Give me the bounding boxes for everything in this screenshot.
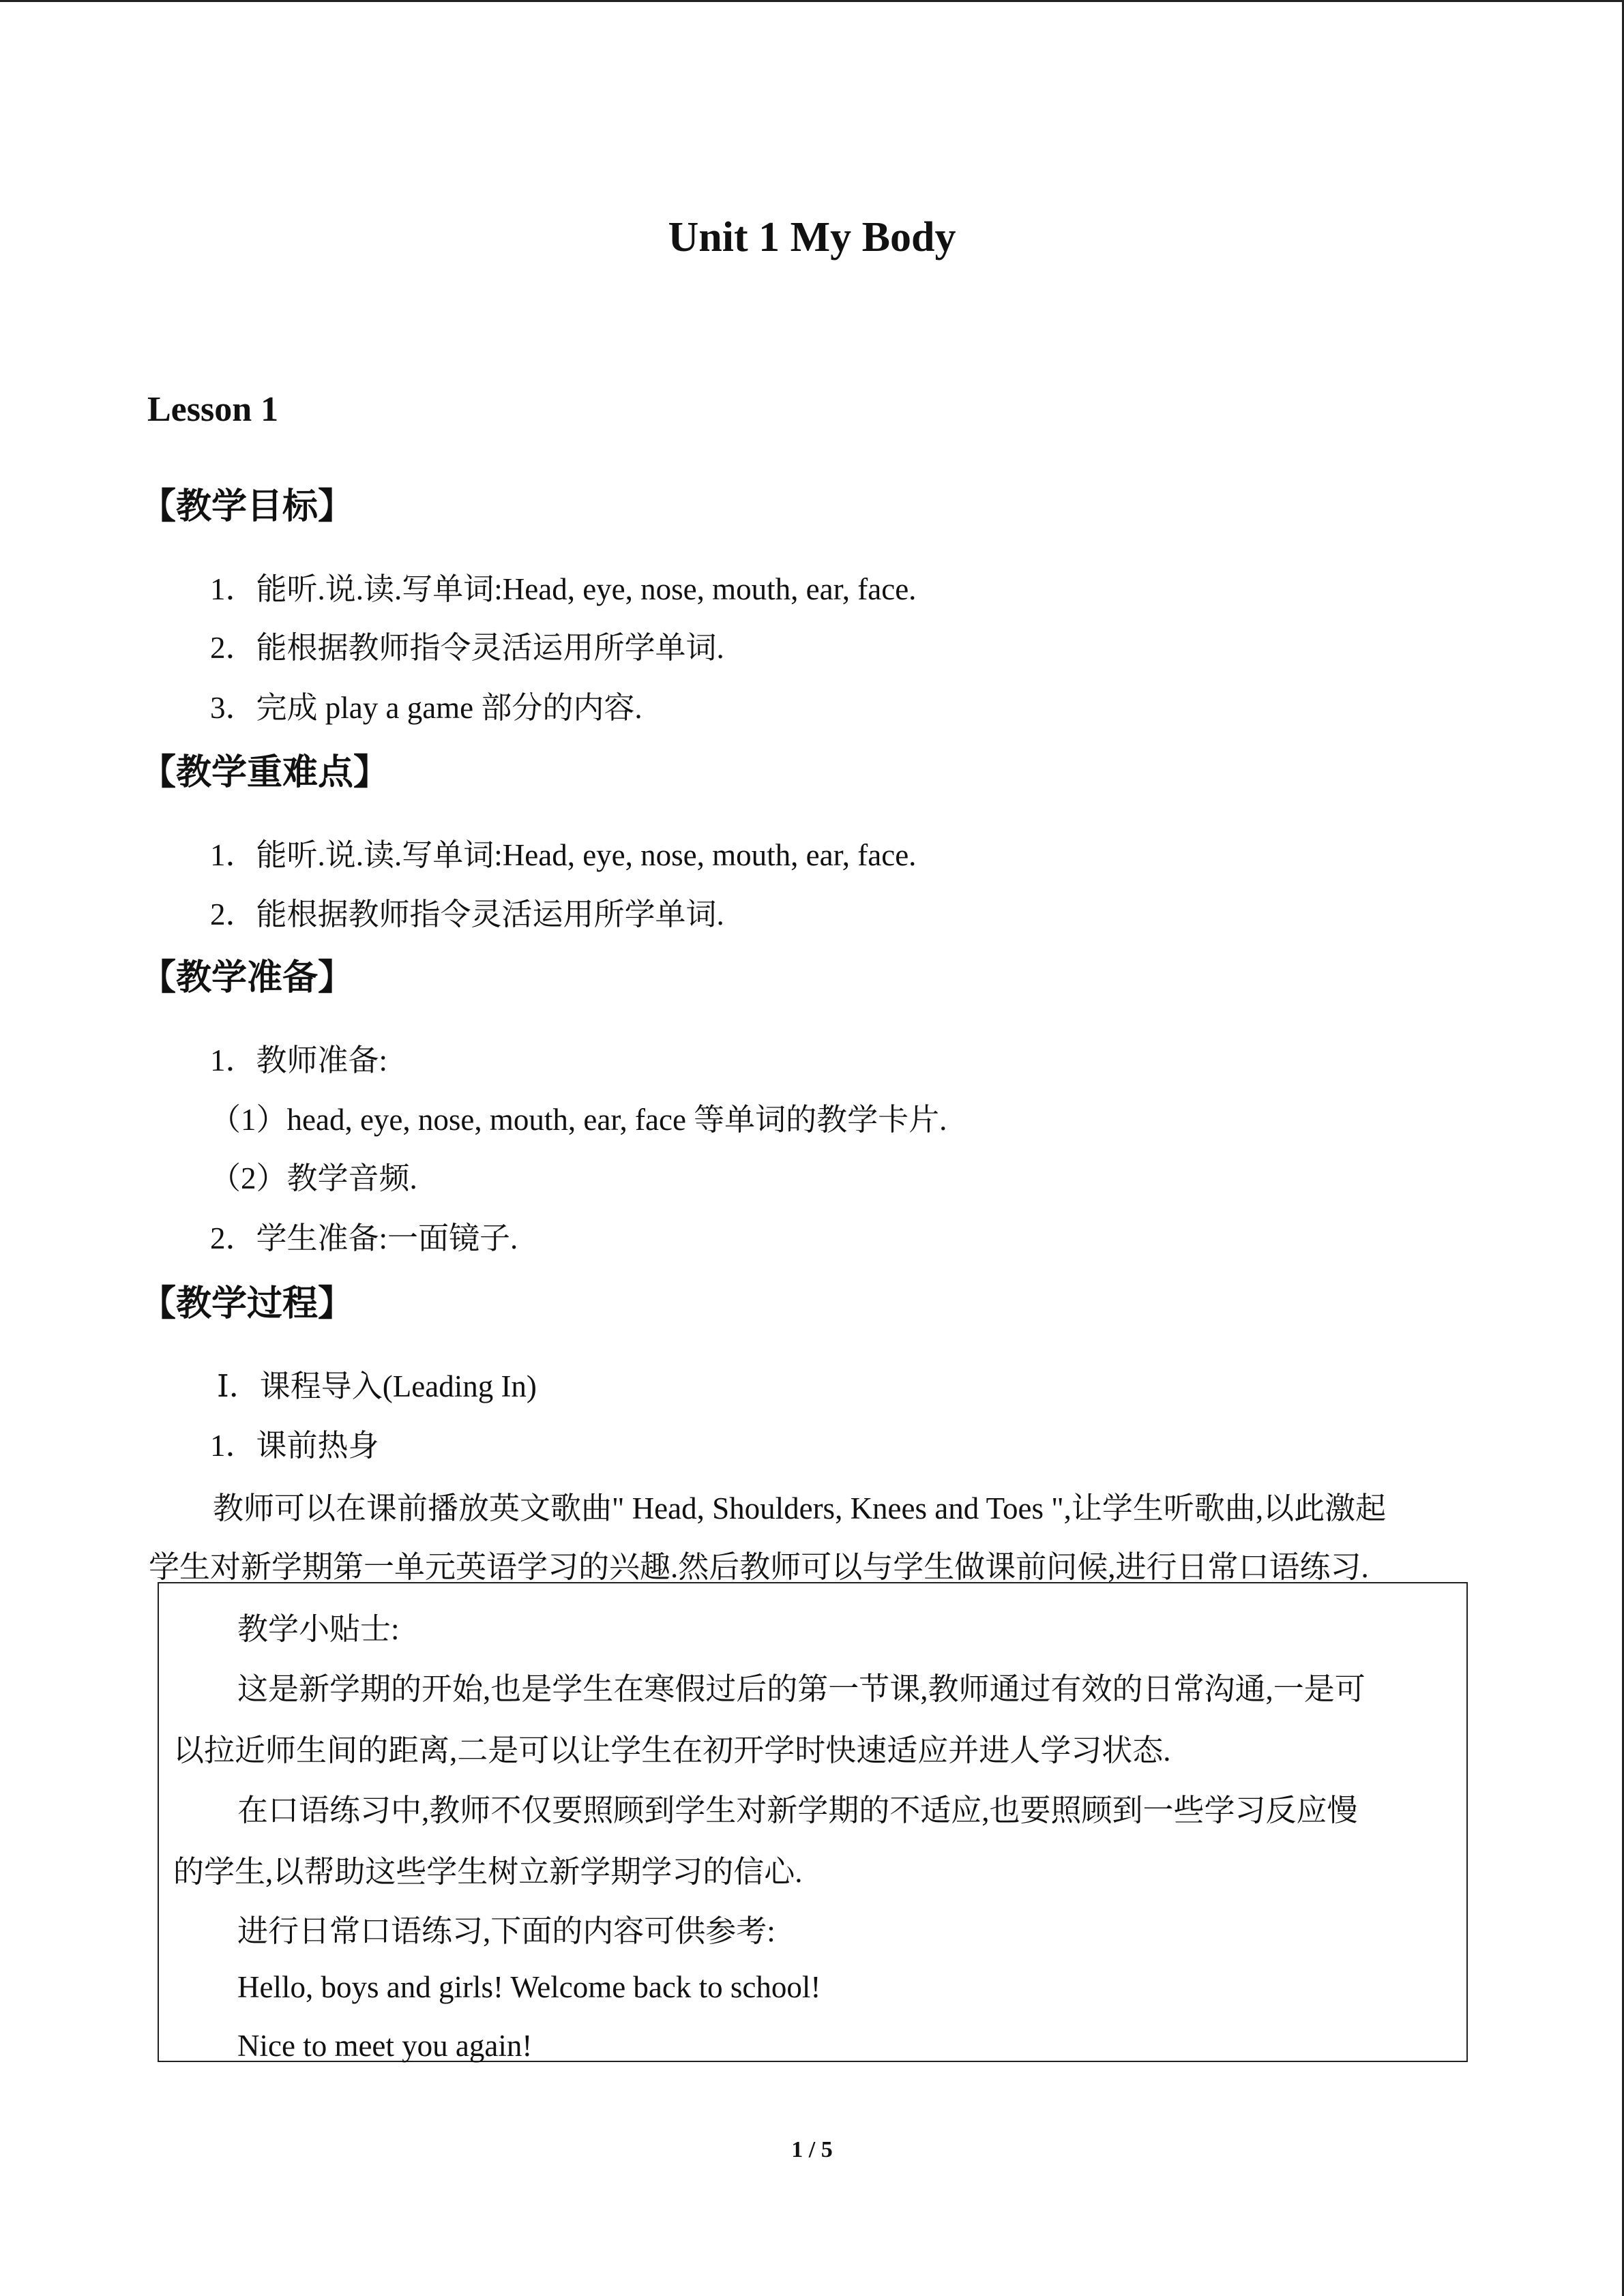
- tip-paragraph-1-line-1: 这是新学期的开始,也是学生在寒假过后的第一节课,教师通过有效的日常沟通,一是可: [237, 1672, 1365, 1706]
- page-number: 1 / 5: [791, 2137, 833, 2162]
- key-point-item-1: 1．能听.说.读.写单词:Head, eye, nose, mouth, ear, face.: [210, 838, 917, 872]
- objective-item-1: 1．能听.说.读.写单词:Head, eye, nose, mouth, ear, face.: [210, 572, 917, 606]
- preparation-item-2: （1）head, eye, nose, mouth, ear, face 等单词的教学卡片.: [210, 1103, 947, 1137]
- tip-box-title: 教学小贴士:: [237, 1612, 400, 1646]
- tip-paragraph-2-line-1: 在口语练习中,教师不仅要照顾到学生对新学期的不适应,也要照顾到一些学习反应慢: [237, 1793, 1358, 1828]
- section-heading-preparation: 【教学准备】: [141, 959, 354, 998]
- section-heading-objectives: 【教学目标】: [141, 488, 354, 526]
- tip-paragraph-3: 进行日常口语练习,下面的内容可供参考:: [237, 1914, 776, 1948]
- objective-item-2: 2．能根据教师指令灵活运用所学单词.: [210, 631, 724, 665]
- preparation-item-1: 1．教师准备:: [210, 1043, 388, 1077]
- process-sub-title: 1．课前热身: [210, 1429, 379, 1463]
- preparation-item-3: （2）教学音频.: [210, 1161, 417, 1195]
- page-top-border: [0, 0, 1624, 2]
- tip-paragraph-2-line-2: 的学生,以帮助这些学生树立新学期学习的信心.: [173, 1855, 803, 1889]
- section-heading-process: 【教学过程】: [141, 1285, 354, 1324]
- tip-english-line-2: Nice to meet you again!: [237, 2029, 533, 2063]
- tip-paragraph-1-line-2: 以拉近师生间的距离,二是可以让学生在初开学时快速适应并进人学习状态.: [173, 1733, 1171, 1768]
- tip-english-line-1: Hello, boys and girls! Welcome back to school!: [237, 1970, 821, 2004]
- process-paragraph-line-2: 学生对新学期第一单元英语学习的兴趣.然后教师可以与学生做课前问候,进行日常口语练习.: [149, 1550, 1369, 1584]
- key-point-item-2: 2．能根据教师指令灵活运用所学单词.: [210, 897, 724, 931]
- document-title: Unit 1 My Body: [668, 214, 956, 260]
- process-step-title: Ⅰ．课程导入(Leading In): [217, 1369, 537, 1403]
- process-paragraph-line-1: 教师可以在课前播放英文歌曲" Head, Shoulders, Knees and Toes ",让学生听歌曲,以此激起: [213, 1491, 1387, 1525]
- preparation-item-4: 2．学生准备:一面镜子.: [210, 1221, 518, 1255]
- lesson-heading: Lesson 1: [147, 390, 279, 429]
- objective-item-3: 3．完成 play a game 部分的内容.: [210, 691, 643, 725]
- section-heading-key-points: 【教学重难点】: [141, 754, 389, 792]
